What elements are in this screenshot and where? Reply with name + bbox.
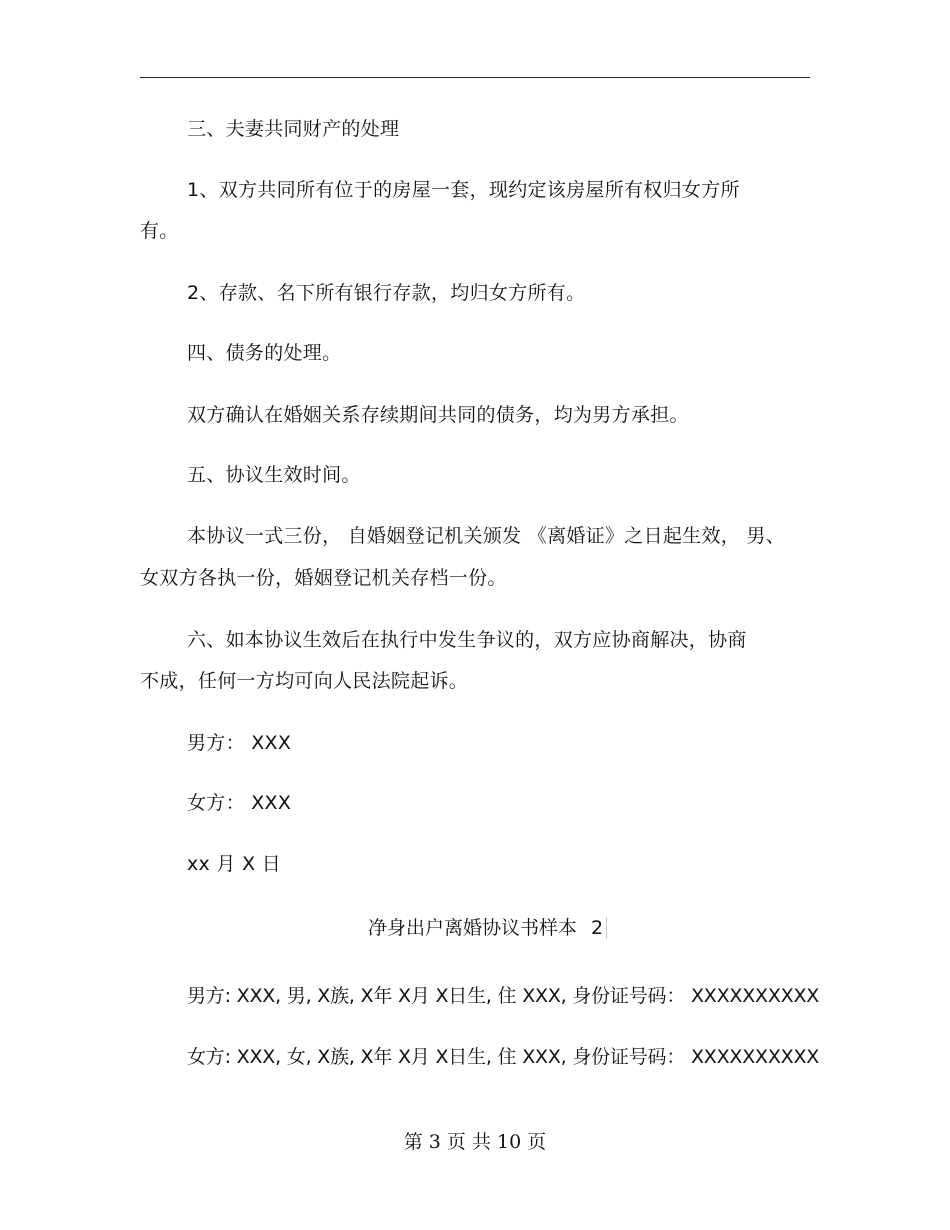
sample-title	[368, 916, 607, 940]
party-line-male: 男方: XXX, 男, X族, X年 X月 X日生, 住 XXX, 身份证号码： XXXXXXXXXX	[187, 985, 820, 1007]
paragraph-dispute: 六、如本协议生效后在执行中发生争议的，双方应协商解决，协商	[187, 629, 747, 651]
party-line-female: 女方: XXX, 女, X族, X年 X月 X日生, 住 XXX, 身份证号码： XXXXXXXXXX	[187, 1046, 820, 1068]
paragraph-effective-continuation: 女双方各执一份，婚姻登记机关存档一份。	[140, 567, 507, 589]
page-number-footer: 第 3 页 共 10 页	[403, 1131, 547, 1153]
signature-date: xx 月 X 日	[187, 853, 282, 875]
paragraph-effective: 本协议一式三份， 自婚姻登记机关颁发 《离婚证》之日起生效， 男、	[187, 525, 786, 547]
paragraph-dispute-continuation: 不成，任何一方均可向人民法院起诉。	[140, 670, 469, 692]
paragraph-house: 1、双方共同所有位于的房屋一套，现约定该房屋所有权归女方所	[187, 179, 740, 201]
header-rule	[140, 77, 810, 78]
section-heading-effective-time: 五、协议生效时间。	[187, 464, 361, 486]
section-heading-property: 三、夫妻共同财产的处理	[187, 118, 400, 140]
sample-title-number: 2	[591, 917, 607, 939]
paragraph-house-continuation: 有。	[140, 220, 179, 242]
signature-female: 女方： XXX	[187, 792, 292, 814]
sample-title-text: 净身出户离婚协议书样本	[368, 917, 578, 939]
paragraph-debt: 双方确认在婚姻关系存续期间共同的债务，均为男方承担。	[187, 404, 689, 426]
paragraph-deposits: 2、存款、名下所有银行存款，均归女方所有。	[187, 282, 586, 304]
signature-male: 男方： XXX	[187, 732, 292, 754]
section-heading-debt: 四、债务的处理。	[187, 342, 342, 364]
